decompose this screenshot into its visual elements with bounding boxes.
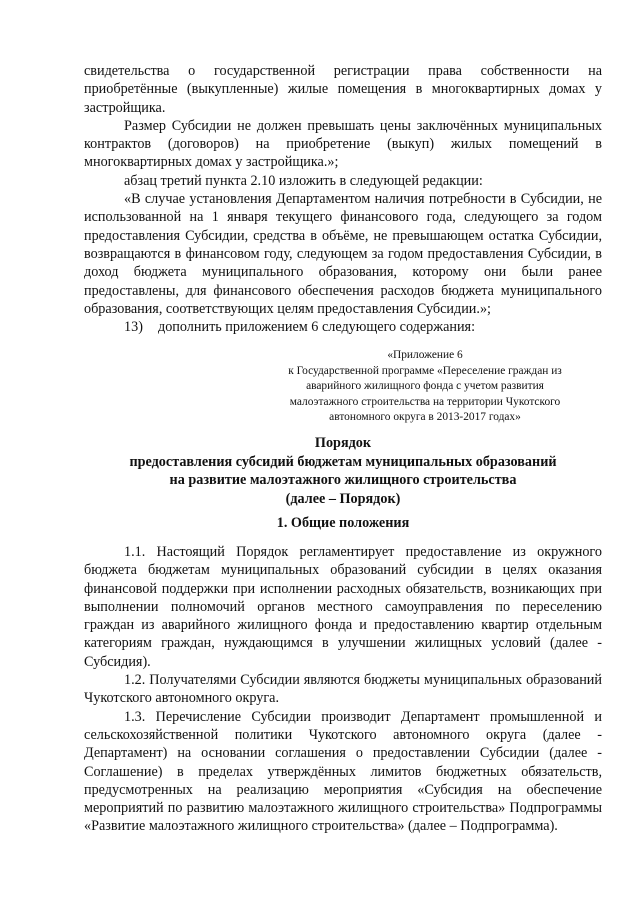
appendix-line: к Государственной программе «Переселение граждан из (288, 364, 562, 377)
section-paragraph-1-2: 1.2. Получателями Субсидии являются бюджеты муниципальных образований Чукотского автономного округа. (84, 672, 602, 707)
list-item-text: дополнить приложением 6 следующего содержания: (158, 319, 476, 336)
order-title-line: (далее – Порядок) (285, 490, 401, 507)
intro-paragraph-continuation: свидетельства о государственной регистрации права собственности на приобретённые (выкупленные) жилые помещения в многоквартирных домах у застройщика. (84, 63, 602, 116)
appendix-header (250, 348, 600, 426)
intro-text (84, 62, 602, 336)
order-title-line: предоставления субсидий бюджетам муниципальных образований (129, 453, 557, 470)
section-1-body (84, 543, 602, 836)
order-title (84, 434, 602, 508)
appendix-line: автономного округа в 2013-2017 годах» (329, 411, 521, 424)
appendix-line: малоэтажного строительства на территории Чукотского (289, 395, 561, 408)
order-title-line: Порядок (314, 435, 372, 451)
intro-paragraph-quoted-rule: «В случае установления Департаментом наличия потребности в Субсидии, не использованной на 1 января текущего финансового года, следующего за годом предоставления Субсидии, средства в объёме, не превышающем остатка Субсидии, возвращаются в финансовом году, следующем за годом предоставления Субсидии, в доход бюджета муниципального образования, которому они были ранее предоставлены, для финансового обеспечения расходов бюджета муниципального образования, соответствующих целям предоставления Субсидии.»; (84, 191, 602, 317)
intro-paragraph-amendment: абзац третий пункта 2.10 изложить в следующей редакции: (124, 172, 483, 189)
appendix-line: аварийного жилищного фонда с учетом развития (306, 380, 544, 393)
appendix-line: «Приложение 6 (387, 349, 463, 361)
section-1-title: 1. Общие положения (276, 515, 410, 531)
section-paragraph-1-1: 1.1. Настоящий Порядок регламентирует предоставление из окружного бюджета бюджетам муниципальных образований субсидии в целях оказания финансовой поддержки при исполнении расходных обязательств, возникающих при выполнении полномочий органов местного самоуправления по переселению граждан из аварийного жилищного фонда и предоставлению квартир отдельным категориям граждан, нуждающимся в улучшении жилищных условий (далее - Субсидия). (84, 544, 602, 670)
intro-paragraph-subsidy-size: Размер Субсидии не должен превышать цены заключённых муниципальных контрактов (договоров) на приобретение (выкуп) жилых помещений в многоквартирных домах у застройщика.»; (84, 117, 602, 171)
section-paragraph-1-3: 1.3. Перечисление Субсидии производит Департамент промышленной и сельскохозяйственной политики Чукотского автономного округа (далее - Департамент) на основании соглашения о предоставлении Субсидии (далее - Соглашение) в пределах утверждённых лимитов бюджетных обязательств, предусмотренных на реализацию мероприятия «Субсидия на обеспечение мероприятий по развитию малоэтажного жилищного строительства» Подпрограммы «Развитие малоэтажного жилищного строительства» (далее – Подпрограмма). (84, 708, 602, 835)
list-item-number: 13) (124, 319, 143, 336)
list-item-13 (84, 318, 602, 336)
order-title-line: на развитие малоэтажного жилищного строительства (169, 472, 517, 489)
